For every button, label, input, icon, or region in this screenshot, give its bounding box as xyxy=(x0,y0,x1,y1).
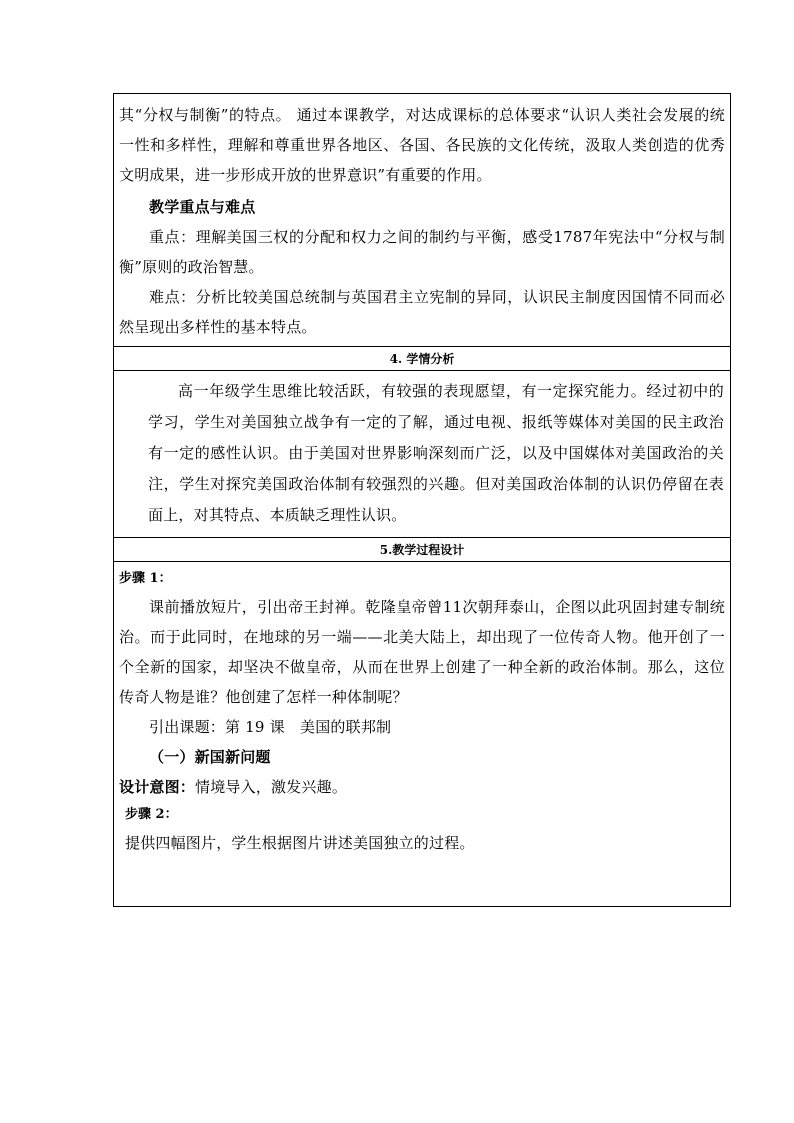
intro-cell xyxy=(114,94,730,346)
step2-paragraph: 提供四幅图片，学生根据图片讲述美国独立的过程。 xyxy=(125,834,475,852)
step1-paragraph: 课前播放短片，引出帝王封禅。乾隆皇帝曾11次朝拜泰山，企图以此巩固封建专制统治。而于此同时，在地球的另一端——北美大陆上，却出现了一位传奇人物。他开创了一个全新的国家，却坚决不做皇帝，从而在世界上创建了一种全新的政治体制。那么，这位传奇人物是谁？他创建了怎样一种体制呢？ xyxy=(119,598,725,706)
intro-paragraph: 其“分权与制衡”的特点。 通过本课教学，对达成课标的总体要求“认识人类社会发展的统一性和多样性，理解和尊重世界各地区、各国、各民族的文化传统，汲取人类创造的优秀文明成果，进一步形成开放的世界意识”有重要的作用。 xyxy=(119,106,725,184)
key-points-heading: 教学重点与难点 xyxy=(149,198,256,216)
step2-label: 步骤 2： xyxy=(125,807,178,822)
design-intent xyxy=(119,772,725,802)
section5-header: 5.教学过程设计 xyxy=(114,537,730,561)
focus-paragraph: 重点：理解美国三权的分配和权力之间的制约与平衡，感受1787年宪法中“分权与制衡”原则的政治智慧。 xyxy=(119,228,725,276)
student-analysis-paragraph: 高一年级学生思维比较活跃，有较强的表现愿望，有一定探究能力。经过初中的学习，学生对美国独立战争有一定的了解，通过电视、报纸等媒体对美国的民主政治有一定的感性认识。由于美国对世界影响深刻而广泛，以及中国媒体对美国政治的关注，学生对探究美国政治体制有较强烈的兴趣。但对美国政治体制的认识仍停留在表面上，对其特点、本质缺乏理性认识。 xyxy=(148,382,724,524)
subsection-heading: （一）新国新问题 xyxy=(149,748,271,766)
section5-cell xyxy=(114,561,730,906)
section4-header: 4. 学情分析 xyxy=(114,346,730,370)
design-intent-text: 情境导入，激发兴趣。 xyxy=(195,778,348,796)
section4-cell xyxy=(114,370,730,537)
lesson-plan-table xyxy=(113,93,731,907)
difficulty-paragraph: 难点：分析比较美国总统制与英国君主立宪制的异同，认识民主制度因国情不同而必然呈现出多样性的基本特点。 xyxy=(119,288,725,336)
lesson-title: 引出课题：第 19 课 美国的联邦制 xyxy=(149,718,392,736)
design-intent-label: 设计意图： xyxy=(119,778,196,796)
step1-label: 步骤 1： xyxy=(119,571,172,586)
